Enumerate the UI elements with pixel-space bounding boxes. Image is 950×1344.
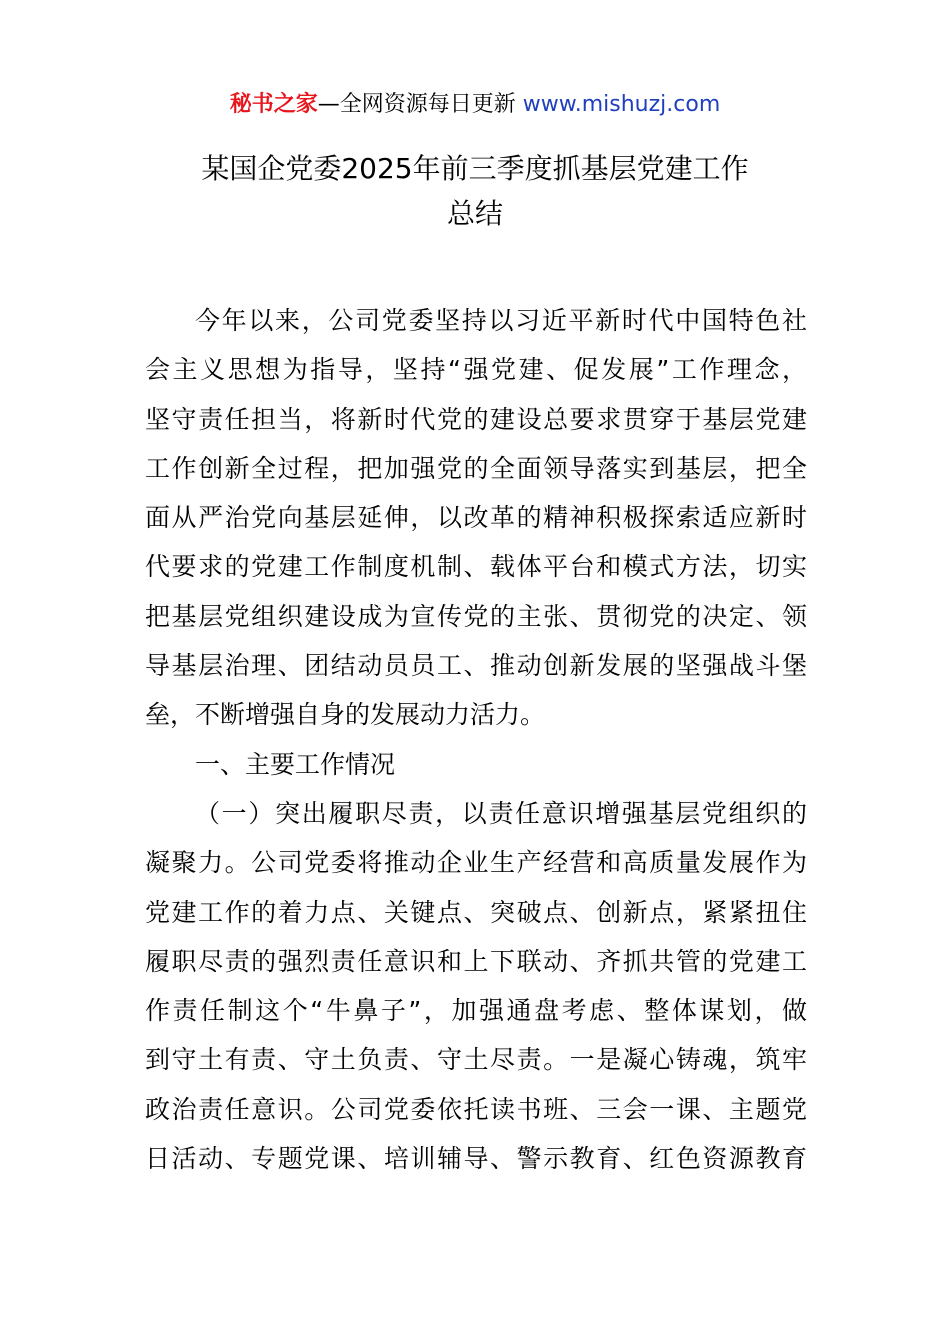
text-line: 凝聚力。公司党委将推动企业生产经营和高质量发展作为 bbox=[145, 848, 807, 878]
text-line: 政治责任意识。公司党委依托读书班、三会一课、主题党 bbox=[145, 1094, 807, 1124]
document-title bbox=[140, 146, 810, 236]
text-line: 履职尽责的强烈责任意识和上下联动、齐抓共管的党建工 bbox=[145, 946, 807, 976]
text-line: 工作创新全过程，把加强党的全面领导落实到基层，把全 bbox=[145, 453, 807, 483]
text-line: 坚守责任担当，将新时代党的建设总要求贯穿于基层党建 bbox=[145, 404, 807, 434]
text-line: 垒，不断增强自身的发展动力活力。 bbox=[145, 700, 546, 730]
header-banner bbox=[0, 88, 950, 122]
text-line: 今年以来，公司党委坚持以习近平新时代中国特色社 bbox=[195, 306, 807, 335]
section-heading: 一、主要工作情况 bbox=[195, 749, 396, 779]
text-line: 会主义思想为指导，坚持“强党建、促发展”工作理念， bbox=[145, 355, 807, 385]
text-line: 导基层治理、团结动员员工、推动创新发展的坚强战斗堡 bbox=[145, 651, 807, 681]
brand-name: 秘书之家 bbox=[229, 92, 318, 117]
header-tagline: —全网资源每日更新 bbox=[317, 92, 516, 117]
text-line: 日活动、专题党课、培训辅导、警示教育、红色资源教育 bbox=[145, 1144, 807, 1174]
title-line-1: 某国企党委2025年前三季度抓基层党建工作 bbox=[201, 152, 749, 185]
text-line: 党建工作的着力点、关键点、突破点、创新点，紧紧扭住 bbox=[145, 897, 807, 927]
document-body bbox=[145, 296, 807, 1183]
text-line: 作责任制这个“牛鼻子”，加强通盘考虑、整体谋划，做 bbox=[145, 996, 807, 1026]
text-line: 代要求的党建工作制度机制、载体平台和模式方法，切实 bbox=[145, 552, 807, 582]
title-line-2: 总结 bbox=[446, 197, 503, 230]
text-line: （一）突出履职尽责，以责任意识增强基层党组织的 bbox=[195, 798, 807, 828]
text-line: 到守土有责、守土负责、守土尽责。一是凝心铸魂，筑牢 bbox=[145, 1045, 807, 1075]
text-line: 面从严治党向基层延伸，以改革的精神积极探索适应新时 bbox=[145, 503, 807, 533]
text-line: 把基层党组织建设成为宣传党的主张、贯彻党的决定、领 bbox=[145, 601, 807, 631]
site-url-link[interactable]: www.mishuzj.com bbox=[522, 92, 721, 117]
